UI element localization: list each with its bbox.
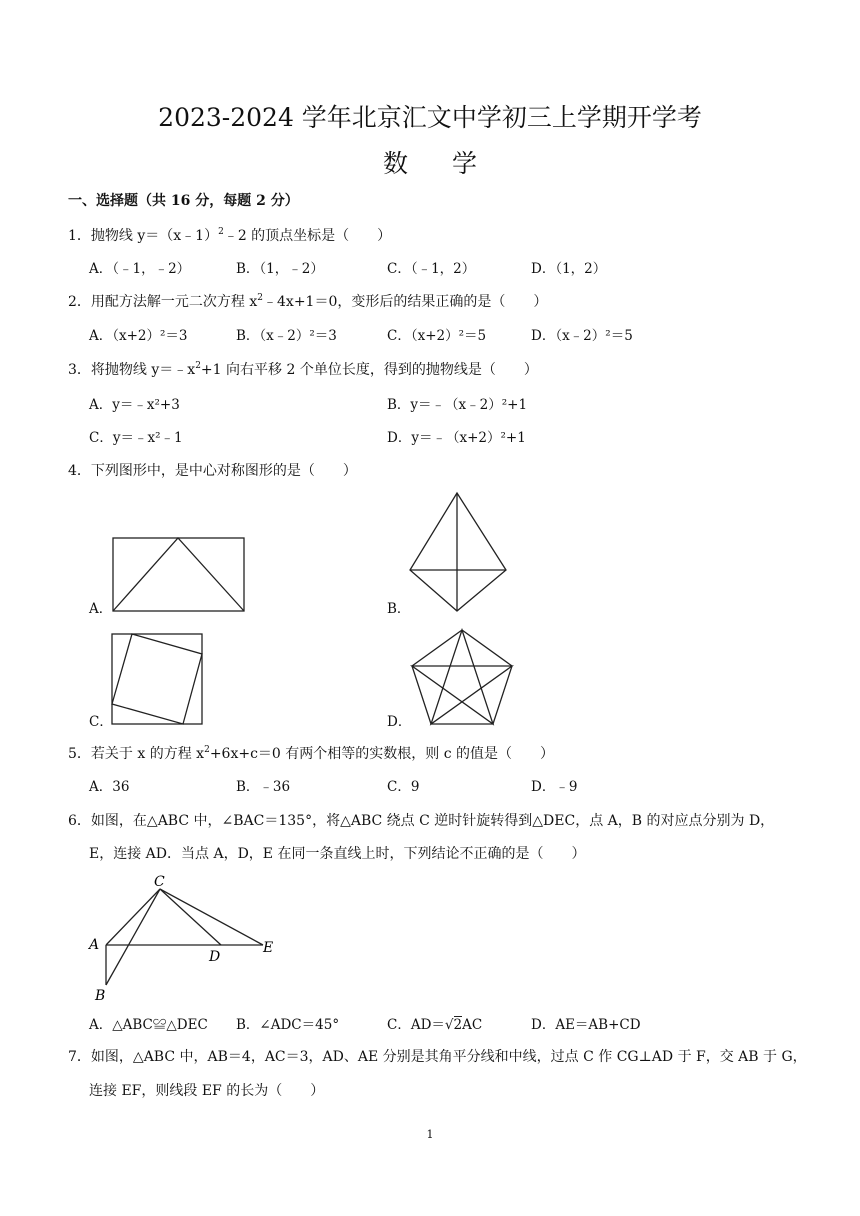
question-1-option-c: C．（﹣1，2） bbox=[387, 261, 476, 277]
question-3-option-d: D．y＝﹣（x+2）²+1 bbox=[387, 430, 526, 446]
question-4-stem: 4．下列图形中，是中心对称图形的是（ ） bbox=[68, 463, 357, 479]
question-3-option-b: B．y＝﹣（x﹣2）²+1 bbox=[387, 397, 528, 413]
question-1-option-b: B．（1，﹣2） bbox=[236, 261, 324, 277]
sqrt-symbol: √2 bbox=[444, 1017, 463, 1033]
page-number: 1 bbox=[426, 1128, 434, 1141]
section-heading: 一、选择题（共 16 分，每题 2 分） bbox=[68, 193, 299, 209]
question-5-option-b: B．﹣36 bbox=[236, 779, 291, 795]
figure-6-label-e: E bbox=[263, 940, 274, 956]
question-5-option-d: D．﹣9 bbox=[531, 779, 578, 795]
question-7-stem-line2: 连接 EF，则线段 EF 的长为（ ） bbox=[89, 1083, 325, 1099]
question-6-option-b: B．∠ADC＝45° bbox=[236, 1017, 340, 1033]
question-2-stem: 2．用配方法解一元二次方程 $x^2﹣4x+1=0$，变形后的结果正确的是（ ） bbox=[68, 293, 548, 310]
question-1-option-a: A．（﹣1，﹣2） bbox=[89, 261, 191, 277]
question-6-stem-line1: 6．如图，在△ABC 中，∠BAC＝135°，将△ABC 绕点 C 逆时针旋转得到△DEC，点 A，B 的对应点分别为 D， bbox=[68, 813, 775, 829]
figure-4c bbox=[111, 633, 204, 725]
figure-6-label-b: B bbox=[95, 988, 106, 1004]
question-2-option-a: A．（x+2）²＝3 bbox=[89, 328, 188, 344]
question-7-stem-line1: 7．如图，△ABC 中，AB＝4，AC＝3，AD、AE 分别是其角平分线和中线，过点 C 作 CG⊥AD 于 F，交 AB 于 G， bbox=[68, 1049, 807, 1065]
question-3-option-a: A．y＝﹣x²+3 bbox=[89, 397, 180, 413]
page-title: 2023-2024 学年北京汇文中学初三上学期开学考 bbox=[158, 103, 702, 132]
subject-title: 数学 bbox=[382, 149, 521, 178]
figure-4a bbox=[112, 537, 245, 612]
figure-6-label-c: C bbox=[154, 874, 165, 890]
question-4-option-b: B． bbox=[387, 601, 411, 617]
question-4-option-a: A． bbox=[89, 601, 113, 617]
question-4-option-d: D． bbox=[387, 714, 412, 730]
question-2-option-b: B．（x﹣2）²＝3 bbox=[236, 328, 337, 344]
figure-6-label-d: D bbox=[209, 949, 221, 965]
question-6-option-d: D．AE＝AB+CD bbox=[531, 1017, 641, 1033]
question-6-stem-line2: E，连接 AD．当点 A，D，E 在同一条直线上时，下列结论不正确的是（ ） bbox=[89, 846, 586, 862]
figure-6 bbox=[86, 872, 276, 1004]
question-5-stem: 5．若关于 x 的方程 $x^2+6x+c=0$ 有两个相等的实数根，则 c 的值是（ ） bbox=[68, 745, 555, 762]
question-3-option-c: C．y＝﹣x²﹣1 bbox=[89, 430, 183, 446]
question-3-stem: 3．将抛物线 $y=﹣x^2+1$ 向右平移 2 个单位长度，得到的抛物线是（ ） bbox=[68, 361, 538, 378]
question-4-option-c: C． bbox=[89, 714, 113, 730]
question-6-option-a: A．△ABC≌△DEC bbox=[89, 1017, 208, 1033]
question-2-option-c: C．（x+2）²＝5 bbox=[387, 328, 487, 344]
figure-6-label-a: A bbox=[89, 937, 100, 953]
question-5-option-a: A．36 bbox=[89, 779, 130, 795]
figure-4d bbox=[410, 628, 514, 726]
question-1-stem: 1．抛物线 y＝（x﹣1）$^2$﹣2 的顶点坐标是（ ） bbox=[68, 227, 392, 244]
question-6-option-c: C．AD＝√2AC bbox=[387, 1014, 482, 1036]
question-5-option-c: C．9 bbox=[387, 779, 420, 795]
question-2-option-d: D．（x﹣2）²＝5 bbox=[531, 328, 633, 344]
question-1-option-d: D．（1，2） bbox=[531, 261, 607, 277]
figure-4b bbox=[409, 492, 507, 613]
